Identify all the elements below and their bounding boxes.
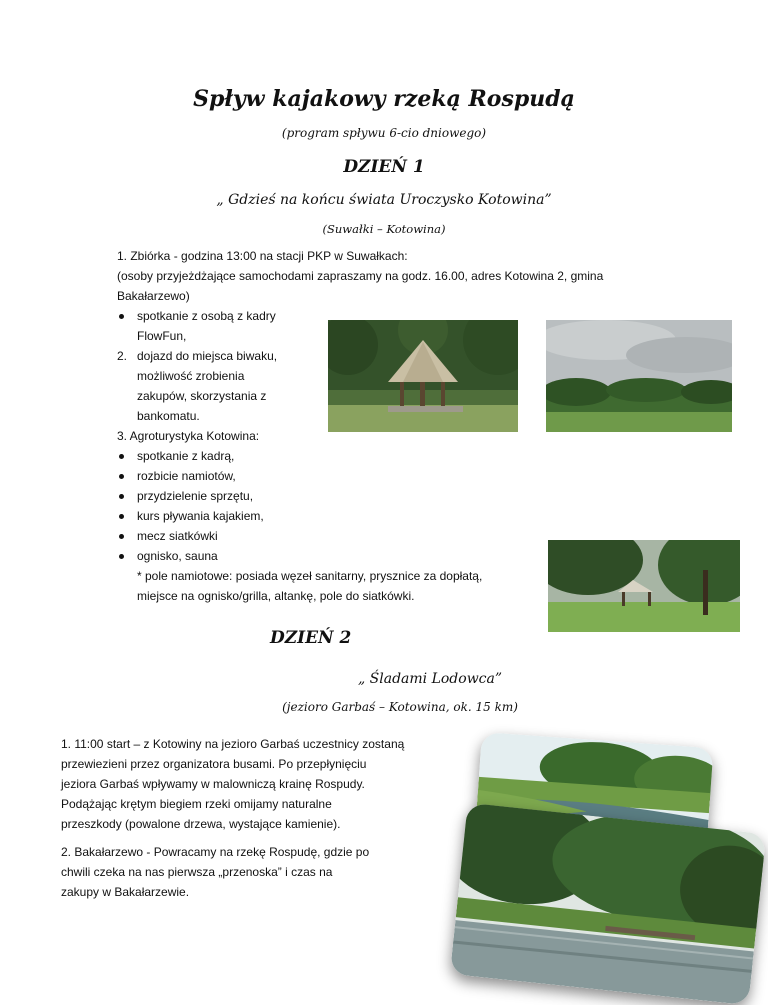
document-subtitle: (program spływu 6-cio dniowego) — [281, 126, 487, 140]
day2-para2-line: chwili czeka na nas pierwsza „przenoska” i czas na — [61, 865, 333, 879]
day1-note-line: * pole namiotowe: posiada węzeł sanitarny, prysznice za dopłatą, — [137, 569, 483, 583]
bullet-icon — [119, 534, 124, 539]
day1-intro-line: (osoby przyjeżdżające samochodami zapraszamy na godz. 16.00, adres Kotowina 2, gmina — [117, 269, 604, 283]
day1-item2-line: możliwość zrobienia — [137, 369, 245, 383]
day1-intro-line: 1. Zbiórka - godzina 13:00 na stacji PKP w Suwałkach: — [117, 249, 408, 263]
day1-bullet: mecz siatkówki — [137, 529, 218, 543]
day1-heading: DZIEŃ 1 — [343, 157, 425, 177]
day1-meeting-line: FlowFun, — [137, 329, 187, 343]
day1-bullet: spotkanie z kadrą, — [137, 449, 235, 463]
day2-para1-line: 1. 11:00 start – z Kotowiny na jezioro Garbaś uczestnicy zostaną — [61, 737, 405, 751]
day1-route: (Suwałki – Kotowina) — [322, 222, 446, 236]
bullet-icon — [119, 314, 124, 319]
landscape-photo — [546, 320, 732, 432]
day1-item2-number: 2. — [117, 349, 128, 363]
day1-note-line: miejsce na ognisko/grilla, altankę, pole do siatkówki. — [137, 589, 415, 603]
bullet-icon — [119, 494, 124, 499]
gazebo-photo — [328, 320, 518, 432]
bullet-icon — [119, 554, 124, 559]
day1-item2-line: zakupów, skorzystania z — [137, 389, 267, 403]
document-title: Spływ kajakowy rzeką Rospudą — [193, 86, 575, 112]
bullet-icon — [119, 474, 124, 479]
day1-theme: „ Gdzieś na końcu świata Uroczysko Kotowina” — [216, 192, 552, 208]
day1-item3: 3. Agroturystyka Kotowina: — [117, 429, 260, 443]
river-forest-photo — [450, 803, 766, 1005]
day1-bullet: kurs pływania kajakiem, — [137, 509, 264, 523]
bullet-icon — [119, 514, 124, 519]
day1-bullet: ognisko, sauna — [137, 549, 218, 563]
day1-bullet: rozbicie namiotów, — [137, 469, 236, 483]
day2-para1-line: przeszkody (powalone drzewa, wystające kamienie). — [61, 817, 341, 831]
day1-item2-line: dojazd do miejsca biwaku, — [137, 349, 278, 363]
day2-theme: „ Śladami Lodowca” — [357, 671, 503, 687]
day1-item2-line: bankomatu. — [137, 409, 200, 423]
day2-route: (jezioro Garbaś – Kotowina, ok. 15 km) — [282, 700, 518, 714]
day2-para2-line: 2. Bakałarzewo - Powracamy na rzekę Rospudę, gdzie po — [61, 845, 370, 859]
day1-meeting-line: spotkanie z osobą z kadry — [137, 309, 276, 323]
bullet-icon — [119, 454, 124, 459]
day2-para1-line: Podążając krętym biegiem rzeki omijamy naturalne — [61, 797, 332, 811]
day1-intro-line: Bakałarzewo) — [117, 289, 190, 303]
day2-para2-line: zakupy w Bakałarzewie. — [61, 885, 190, 899]
day1-bullet: przydzielenie sprzętu, — [137, 489, 254, 503]
day2-para1-line: przewiezieni przez organizatora busami. Po przepłynięciu — [61, 757, 367, 771]
shelter-photo — [548, 540, 740, 632]
day2-heading: DZIEŃ 2 — [270, 628, 352, 648]
day2-para1-line: jeziora Garbaś wpływamy w malowniczą krainę Rospudy. — [61, 777, 365, 791]
